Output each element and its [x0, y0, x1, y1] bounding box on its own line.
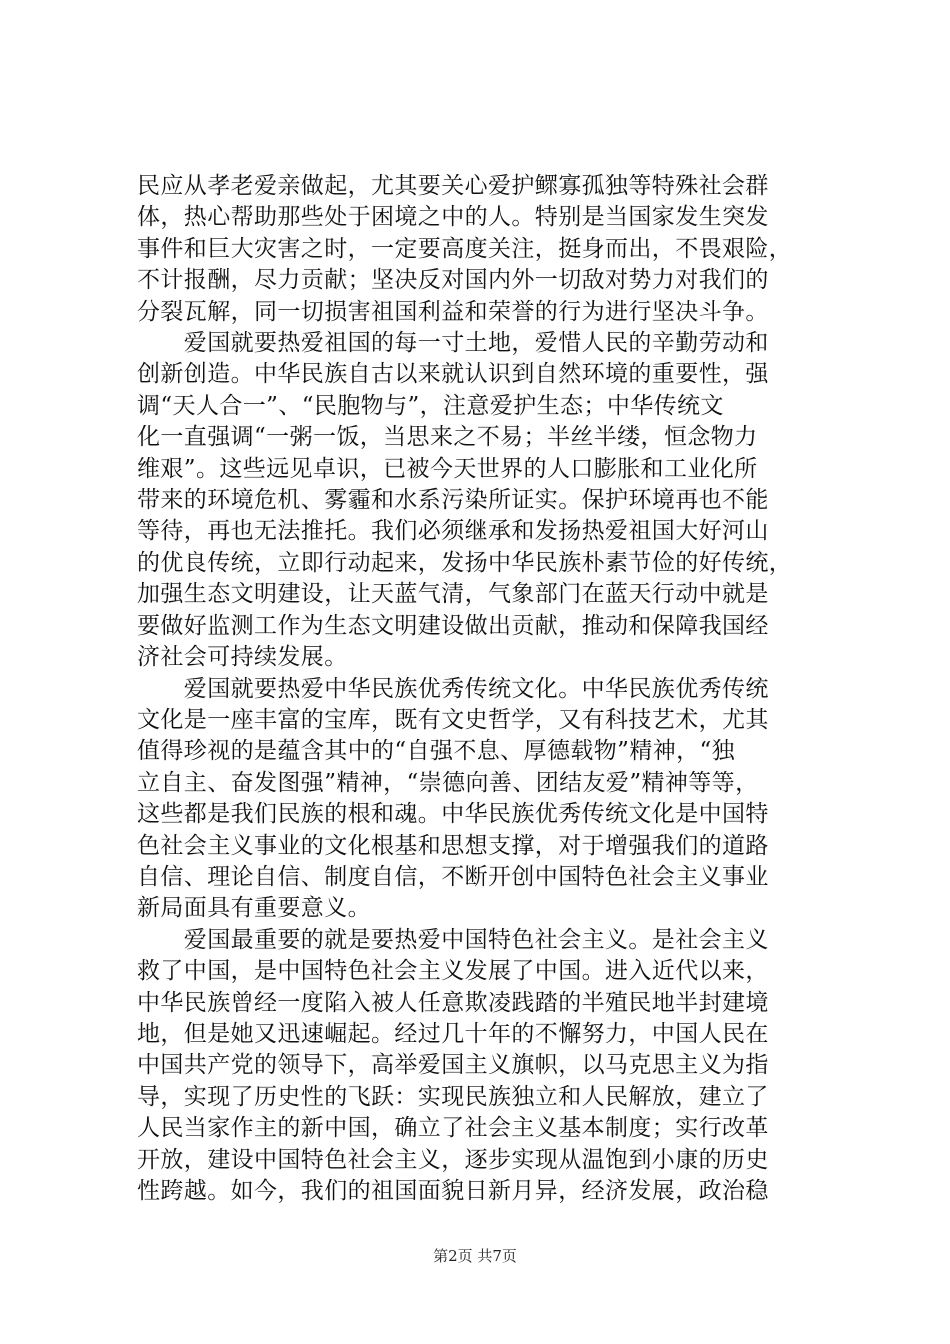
text-line: 体，热心帮助那些处于困境之中的人。特别是当国家发生突发: [137, 204, 769, 231]
text-line: 济社会可持续发展。: [137, 644, 348, 671]
text-line: 化一直强调“一粥一饭，当思来之不易；半丝半缕，恒念物力: [137, 424, 758, 451]
text-line: 中华民族曾经一度陷入被人任意欺凌践踏的半殖民地半封建境: [137, 989, 769, 1016]
text-line: 爱国最重要的就是要热爱中国特色社会主义。是社会主义: [137, 926, 769, 953]
text-line: 分裂瓦解，同一切损害祖国利益和荣誉的行为进行坚决斗争。: [137, 298, 769, 325]
page-number-footer: 第2页 共7页: [433, 1247, 517, 1265]
body-text: [137, 171, 837, 1207]
text-line: 救了中国，是中国特色社会主义发展了中国。进入近代以来，: [137, 958, 769, 985]
text-line: 色社会主义事业的文化根基和思想支撑，对于增强我们的道路: [137, 832, 769, 859]
text-line: 人民当家作主的新中国，确立了社会主义基本制度；实行改革: [137, 1115, 769, 1142]
text-line: 爱国就要热爱祖国的每一寸土地，爱惜人民的辛勤劳动和: [137, 330, 769, 357]
text-line: 开放，建设中国特色社会主义，逐步实现从温饱到小康的历史: [137, 1146, 769, 1173]
text-line: 要做好监测工作为生态文明建设做出贡献，推动和保障我国经: [137, 612, 769, 639]
text-line: 加强生态文明建设，让天蓝气清，气象部门在蓝天行动中就是: [137, 581, 769, 608]
text-line: 地，但是她又迅速崛起。经过几十年的不懈努力，中国人民在: [137, 1020, 769, 1047]
text-line: 性跨越。如今，我们的祖国面貌日新月异，经济发展，政治稳: [137, 1178, 769, 1204]
text-line: 值得珍视的是蕴含其中的“自强不息、厚德载物”精神，“独: [137, 738, 736, 765]
text-line: 民应从孝老爱亲做起，尤其要关心爱护鳏寡孤独等特殊社会群: [137, 173, 769, 199]
text-line: 自信、理论自信、制度自信，不断开创中国特色社会主义事业: [137, 863, 769, 890]
text-line: 调“天人合一”、“民胞物与”，注意爱护生态；中华传统文: [137, 392, 724, 419]
text-line: 立自主、奋发图强”精神，“崇德向善、团结友爱”精神等等，: [137, 769, 759, 796]
text-line: 等待，再也无法推托。我们必须继承和发扬热爱祖国大好河山: [137, 518, 769, 545]
text-line: 的优良传统，立即行动起来，发扬中华民族朴素节俭的好传统，: [137, 549, 793, 576]
text-line: 中国共产党的领导下，高举爱国主义旗帜，以马克思主义为指: [137, 1052, 769, 1079]
text-line: 这些都是我们民族的根和魂。中华民族优秀传统文化是中国特: [137, 801, 769, 828]
text-line: 不计报酬，尽力贡献；坚决反对国内外一切敌对势力对我们的: [137, 267, 769, 294]
text-line: 新局面具有重要意义。: [137, 895, 371, 922]
text-line: 爱国就要热爱中华民族优秀传统文化。中华民族优秀传统: [137, 675, 769, 702]
text-line: 导，实现了历史性的飞跃：实现民族独立和人民解放，建立了: [137, 1083, 769, 1110]
text-line: 文化是一座丰富的宝库，既有文史哲学，又有科技艺术，尤其: [137, 706, 769, 733]
text-line: 事件和巨大灾害之时，一定要高度关注，挺身而出，不畏艰险，: [137, 235, 793, 262]
text-line: 带来的环境危机、雾霾和水系污染所证实。保护环境再也不能: [137, 487, 769, 514]
text-line: 创新创造。中华民族自古以来就认识到自然环境的重要性，强: [137, 361, 769, 388]
text-line: 维艰”。这些远见卓识，已被今天世界的人口膨胀和工业化所: [137, 455, 758, 482]
